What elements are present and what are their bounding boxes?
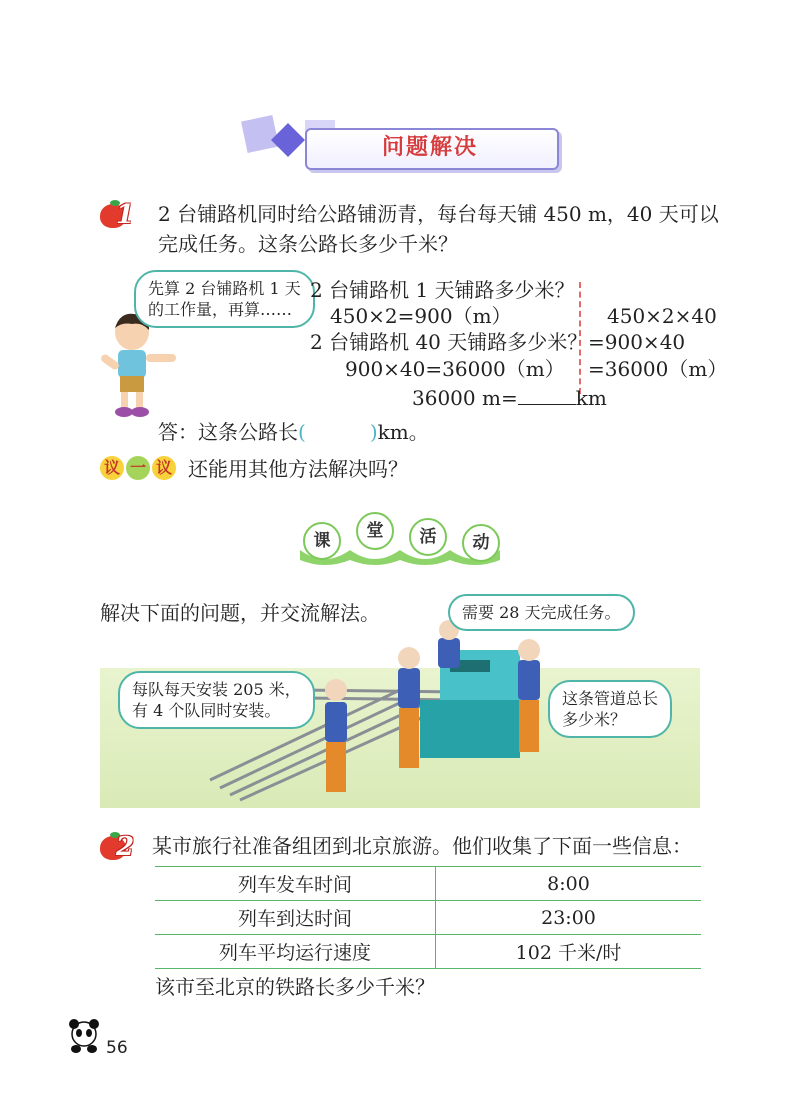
section-title: 问题解决 xyxy=(381,134,478,160)
dashed-divider xyxy=(579,282,581,394)
answer-suffix: km。 xyxy=(377,420,429,444)
bubble-line: 需要 28 天完成任务。 xyxy=(462,603,621,622)
problem-1-badge xyxy=(100,200,136,230)
table-cell-value: 8:00 xyxy=(436,867,702,901)
answer-paren-open: ( xyxy=(298,420,306,444)
boy-speech-bubble xyxy=(134,270,315,328)
conversion-blank[interactable] xyxy=(518,386,576,405)
bubble-line: 多少米？ xyxy=(562,710,627,729)
alt-method-line3: =36000（m） xyxy=(588,357,728,381)
activity-top-bubble xyxy=(448,594,635,631)
step2-question: 2 台铺路机 40 天铺路多少米？ xyxy=(310,330,588,354)
bubble-line: 有 4 个队同时安装。 xyxy=(132,701,281,720)
step2-answer: 900×40=36000（m） xyxy=(345,357,565,381)
problem-number: 1 xyxy=(116,200,135,230)
table-cell-label: 列车平均运行速度 xyxy=(155,935,436,969)
step1-question: 2 台铺路机 1 天铺路多少米？ xyxy=(310,278,575,302)
bubble-line: 这条管道总长 xyxy=(562,689,659,708)
bubble-line: 先算 2 台铺路机 1 天 xyxy=(148,279,301,298)
answer-prefix: 答：这条公路长 xyxy=(158,420,298,444)
header-decoration-diamond xyxy=(271,123,305,157)
conversion-line xyxy=(412,384,607,412)
activity-char: 堂 xyxy=(356,512,394,550)
activity-char: 活 xyxy=(409,518,447,556)
problem-1-text-line2: 完成任务。这条公路长多少千米？ xyxy=(158,232,458,256)
discuss-badge xyxy=(100,456,180,482)
alt-method-line1: 450×2×40 xyxy=(607,304,717,328)
table-cell-label: 列车到达时间 xyxy=(155,901,436,935)
conversion-left: 36000 m= xyxy=(412,386,518,410)
train-info-table xyxy=(155,866,701,969)
table-cell-value: 102 千米/时 xyxy=(436,935,702,969)
activity-left-bubble xyxy=(118,671,315,729)
table-cell-label: 列车发车时间 xyxy=(155,867,436,901)
alt-method-line2: =900×40 xyxy=(588,330,686,354)
discuss-char: 一 xyxy=(126,456,150,480)
problem-2-badge xyxy=(100,832,136,862)
bubble-line: 的工作量，再算…… xyxy=(148,300,293,319)
table-row xyxy=(155,935,701,969)
answer-paren-close: ) xyxy=(369,420,378,444)
table-cell-value: 23:00 xyxy=(436,901,702,935)
step1-answer: 450×2=900（m） xyxy=(330,304,512,328)
panda-icon xyxy=(66,1018,102,1054)
problem-1-text-line1: 2 台铺路机同时给公路铺沥青，每台每天铺 450 m，40 天可以 xyxy=(158,202,719,226)
activity-intro: 解决下面的问题，并交流解法。 xyxy=(100,601,380,625)
discuss-text: 还能用其他方法解决吗？ xyxy=(188,457,408,481)
activity-char: 课 xyxy=(303,522,341,560)
bubble-line: 每队每天安装 205 米， xyxy=(132,680,301,699)
problem-2-text: 某市旅行社准备组团到北京旅游。他们收集了下面一些信息： xyxy=(152,834,692,858)
page-number: 56 xyxy=(106,1038,128,1058)
problem-number: 2 xyxy=(116,832,135,862)
activity-char: 动 xyxy=(462,524,500,562)
table-row xyxy=(155,867,701,901)
activity-right-bubble xyxy=(548,680,672,738)
problem-2-question: 该市至北京的铁路长多少千米？ xyxy=(155,975,435,999)
table-row xyxy=(155,901,701,935)
answer-line xyxy=(158,418,429,446)
discuss-char: 议 xyxy=(100,456,124,480)
conversion-unit: km xyxy=(575,386,607,410)
discuss-char: 议 xyxy=(152,456,176,480)
header-decoration-square xyxy=(241,115,279,153)
